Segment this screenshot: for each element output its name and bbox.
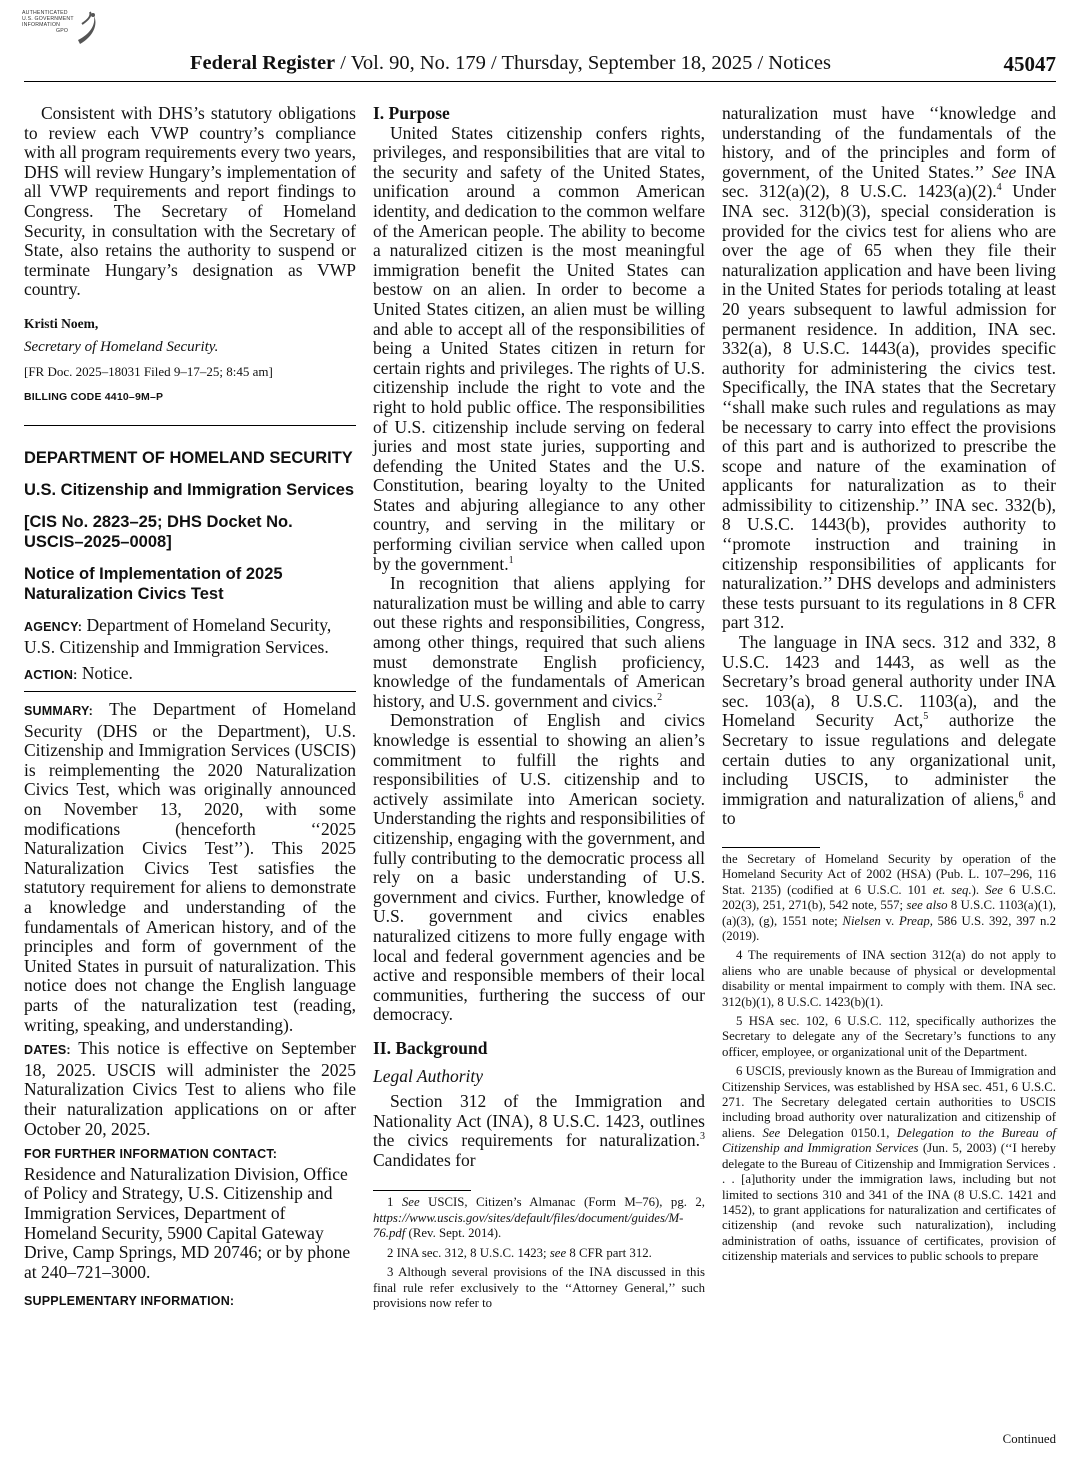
footnote-ref: 1: [508, 554, 514, 566]
language-paragraph: [722, 633, 1056, 829]
footnote-3: 3 Although several provisions of the INA discussed in this final rule refer exclusively to the ‘‘Attorney General,’’ such provisions now refer to: [373, 1265, 705, 1310]
gpo-authentication-logo: [22, 10, 100, 56]
eagle-icon: [72, 10, 102, 50]
notice-title: Notice of Implementation of 2025 Naturalization Civics Test: [24, 565, 283, 604]
legal-authority-continued: [722, 104, 1056, 633]
footnote-text: Delegation 0150.1,: [780, 1125, 897, 1140]
summary-label: SUMMARY:: [24, 704, 93, 719]
docket-number: [CIS No. 2823–25; DHS Docket No. USCIS–2025–0008]: [24, 513, 293, 552]
footnote-text: (Rev. Sept. 2014).: [405, 1226, 502, 1241]
footnote-text: 586 U.S. 392, 397 n.2 (2019).: [722, 913, 1056, 943]
legal-authority-paragraph: [373, 1092, 705, 1170]
purpose-paragraph-3: Demonstration of English and civics knowledge is essential to showing an alien’s commitment to fulfill the rights and responsibilities of U.S. citizenship and to actively assimilate into American society. Understanding the rights and responsibilities of citizenship, engaging with the government, and fully contributing to the democratic process all rely on a basic understanding of U.S. government and civics. Further, knowledge of U.S. government and civics enables naturalized citizens to more fully engage with local and federal government agencies and be active and responsible members of their local communities, furthering the success of our democracy.: [373, 710, 705, 1025]
paragraph-text: naturalization must have ‘‘knowledge and understanding of the fundamentals of the history, and of the principles and form of government, of the United States.’’: [722, 103, 1056, 182]
footnote-ref: 3: [700, 1131, 705, 1143]
logo-line: GPO: [56, 28, 69, 34]
footnote-text: See: [762, 1125, 781, 1140]
footnote-text: 2 INA sec. 312, 8 U.S.C. 1423;: [387, 1245, 550, 1260]
dates-block: [24, 1039, 356, 1139]
footnote-text: See: [401, 1195, 420, 1210]
issue-info: / Vol. 90, No. 179 / Thursday, September 18, 2025 / Notices: [335, 52, 831, 74]
purpose-paragraph-2: [373, 574, 705, 711]
footnote-text: v.: [880, 913, 899, 928]
footnote-ref: 4: [996, 182, 1002, 194]
footnotes: [722, 852, 1056, 1265]
footnote-text: USCIS, Citizen’s Almanac (Form M–76), pg. 2,: [419, 1195, 705, 1210]
agency-text: Department of Homeland Security, U.S. Citizenship and Immigration Services.: [24, 615, 332, 657]
paragraph-text: Candidates for: [373, 1149, 476, 1170]
fr-doc-line: [FR Doc. 2025–18031 Filed 9–17–25; 8:45 am]: [24, 364, 273, 380]
publication-name: Federal Register: [190, 52, 336, 74]
page-number: 45047: [1003, 52, 1056, 76]
column-2: [373, 104, 705, 1311]
column-1: [24, 104, 356, 1312]
agency-label: AGENCY:: [24, 620, 83, 635]
continued-label: Continued: [1002, 1432, 1056, 1446]
section-divider: [24, 425, 356, 426]
paragraph-text: Under INA sec. 312(b)(3), special consideration is provided for the civics test for aliens who are over the age of 65 when they file their naturalization application and have been living in the United States for periods totaling at least 20 years subsequent to lawful admission for permanent residence. In addition, INA sec. 332(a), 8 U.S.C. 1443(a), provides specific authority for administering the civics test. Specifically, the INA states that the Secretary ‘‘shall make such rules and regulations as may be necessary to carry into effect the provisions of this part and is authorized to prescribe the scope and nature of the examination of applicants for naturalization as to their admissibility to citizenship.’’ INA sec. 332(b), 8 U.S.C. 1443(b), provides authority to ‘‘promote instruction and training in citizenship responsibilities of applicants for naturalization.’’ DHS develops and administers these tests pursuant to its regulations in 8 CFR part 312.: [722, 181, 1056, 633]
footnote-rule: [722, 847, 820, 848]
signer-name: Kristi Noem,: [24, 315, 99, 331]
intro-paragraph: Consistent with DHS’s statutory obligations to review each VWP country’s compliance with all program requirements every two years, DHS will review Hungary’s implementation of all VWP requirements and report findings to Congress. The Secretary of Homeland Security, in consultation with the Secretary of State, also retains the authority to suspend or terminate Hungary’s designation as VWP country.: [24, 103, 356, 300]
footnote-text: 6 USCIS, previously known as the Bureau of Immigration and Citizenship Services, was established by HSA sec. 451, 6 U.S.C. 271. The Secretary delegated certain authorities to USCIS including broad authority over naturalization and citizenship of aliens.: [722, 1064, 1056, 1140]
logo-line: INFORMATION: [22, 22, 61, 28]
footnote-5: 5 HSA sec. 102, 6 U.S.C. 112, specifically authorizes the Secretary to delegate any of the Secretary’s functions to any officer, employee, or organizational unit of the Department.: [722, 1014, 1056, 1059]
footnote-text: see also: [906, 898, 948, 913]
footnote-1: [373, 1195, 705, 1241]
paragraph-text: In recognition that aliens applying for naturalization must be willing and able to carry out these rights and responsibilities, Congress, among other things, required that such aliens must demonstrate English proficiency, knowledge of the fundamentals of American history, and U.S. government and civics.: [373, 573, 705, 711]
footnote-text: See: [985, 882, 1003, 897]
paragraph-text: See: [991, 161, 1017, 182]
dates-label: DATES:: [24, 1043, 71, 1058]
agency-block: [24, 616, 356, 657]
footnote-4: 4 The requirements of INA section 312(a) do not apply to aliens who are unable because of physical or developmental disability or mental impairment to comply with them. INA sec. 312(b)(1), 8 U.S.C. 1423(b)(1).: [722, 948, 1056, 1009]
footnote-text: the Secretary of Homeland Security by operation of the Homeland Security Act of 2002 (HSA) (Pub. L. 107–296, 116 Stat. 2135) (codified at 6 U.S.C. 101: [722, 851, 1056, 897]
paragraph-text: Section 312 of the Immigration and Nationality Act (INA), 8 U.S.C. 1423, outlines the civics requirements for naturalization.: [373, 1091, 705, 1151]
footnote-rule: [373, 1190, 471, 1191]
background-heading: II. Background: [373, 1037, 488, 1058]
paragraph-text: authorize the Secretary to issue regulations and delegate certain duties to any organizational unit, including USCIS, to administer the immigration and naturalization of aliens,: [722, 710, 1056, 809]
logo-line: U.S. GOVERNMENT: [22, 16, 74, 22]
column-3: [722, 104, 1056, 1265]
action-block: [24, 664, 356, 686]
action-text: Notice.: [77, 662, 133, 683]
summary-block: [24, 700, 356, 1035]
footnote-text: Nielsen: [842, 913, 881, 928]
footnote-ref: 2: [657, 691, 663, 703]
footnote-text: (Jun. 5, 2003) (‘‘I hereby delegate to the Bureau of Citizenship and Immigration Services . . . [a]uthority under the immigration laws, including but not limited to sections 310 and 341 of the INA (8 U.S.C. 1421 and 1452), to grant applications for naturalization and certificates of citizenship (and revoke such naturalization), including administration of oaths, issuance of certificates, provision of citizenship materials and services to public schools to prepare: [722, 1141, 1056, 1264]
paragraph-text: The language in INA secs. 312 and 332, 8 U.S.C. 1423 and 1443, as well as the Secretary’s broad general authority under INA sec. 103(a), 8 U.S.C. 1103(a), and the Homeland Security Act,: [722, 632, 1056, 731]
header-rule: [24, 81, 1056, 82]
legal-authority-heading: Legal Authority: [373, 1065, 484, 1086]
footnote-url: https://www.uscis.gov/sites/default/files/document/guides/M-76.pdf: [373, 1210, 684, 1241]
footnote-text: see: [549, 1245, 567, 1260]
action-label: ACTION:: [24, 667, 78, 682]
signer-title: Secretary of Homeland Security.: [24, 338, 219, 355]
contact-text: Residence and Naturalization Division, Office of Policy and Strategy, U.S. Citizenship and Immigration Services, Department of Homeland Security, 5900 Capital Gateway Drive, Camp Springs, MD 20746; or by phone at 240–721–3000.: [24, 1163, 351, 1282]
footnotes: [373, 1195, 705, 1311]
footnote-text: 1: [387, 1195, 402, 1210]
footnote-2: [373, 1246, 705, 1261]
footnote-text: ).: [971, 882, 986, 897]
supplementary-label: SUPPLEMENTARY INFORMATION:: [24, 1294, 235, 1309]
purpose-paragraph-1: [373, 124, 705, 575]
footnote-ref: 6: [1018, 789, 1024, 801]
header-line: [190, 52, 831, 75]
logo-line: AUTHENTICATED: [22, 10, 68, 16]
dates-text: This notice is effective on September 18, 2025. USCIS will administer the 2025 Naturalization Civics Test to aliens who file their naturalization applications on or after October 20, 2025.: [24, 1038, 356, 1139]
paragraph-text: and to: [722, 788, 1056, 829]
footnote-6: [722, 1064, 1056, 1264]
footnote-ref: 5: [923, 711, 929, 723]
footnote-3-continued: [722, 852, 1056, 944]
subagency-heading: U.S. Citizenship and Immigration Services: [24, 481, 355, 500]
footnote-text: 8 CFR part 312.: [566, 1245, 652, 1260]
section-divider: [24, 691, 356, 692]
footnote-text: et. seq.: [932, 882, 972, 897]
billing-code: BILLING CODE 4410–9M–P: [24, 390, 164, 403]
footnote-text: Preap,: [898, 913, 933, 928]
footnote-text: 6 U.S.C. 202(3), 251, 271(b), 542 note, 557;: [722, 882, 1056, 913]
summary-text: The Department of Homeland Security (DHS or the Department), U.S. Citizenship and Immigration Services (USCIS) is reimplementing the 2020 Naturalization Civics Test, which was originally announced on November 13, 2020, with some modifications (henceforth ‘‘2025 Naturalization Civics Test’’). This 2025 Naturalization Civics Test satisfies the statutory requirement for aliens to demonstrate a knowledge and understanding of the fundamentals of American history, and of the principles and form of government of the United States in pursuit of naturalization. This notice does not change the English language parts of the naturalization test (reading, writing, speaking, and understanding).: [24, 699, 356, 1035]
purpose-heading: I. Purpose: [373, 103, 450, 123]
contact-label: FOR FURTHER INFORMATION CONTACT:: [24, 1147, 278, 1162]
page-header: [190, 52, 1056, 82]
footnote-text: Delegation to the Bureau of Citizenship and Immigration Services: [722, 1125, 1056, 1156]
paragraph-text: INA sec. 312(a)(2), 8 U.S.C. 1423(a)(2).: [722, 161, 1056, 202]
agency-heading: DEPARTMENT OF HOMELAND SECURITY: [24, 449, 353, 468]
footnote-text: 8 U.S.C. 1103(a)(1), (a)(3), (g), 1551 note;: [722, 898, 1056, 928]
paragraph-text: United States citizenship confers rights, privileges, and responsibilities that are vital to the security and safety of the United States, unification around a common American identity, and dedication to the common welfare of the American people. The ability to become a naturalized citizen is the most meaningful immigration benefit the United States can bestow on an alien. In order to become a United States citizen, an alien must be willing and able to accept all of the responsibilities of being a United States citizen in return for certain rights and privileges. The rights of U.S. citizenship include the right to vote and the right to hold public office. The responsibilities of U.S. citizenship include serving on federal juries and most state juries, supporting and defending the United States and the U.S. Constitution, bearing loyalty to the United States and abjuring allegiance to any other country, and serving in the military or performing civilian service when called upon by the government.: [373, 122, 705, 574]
